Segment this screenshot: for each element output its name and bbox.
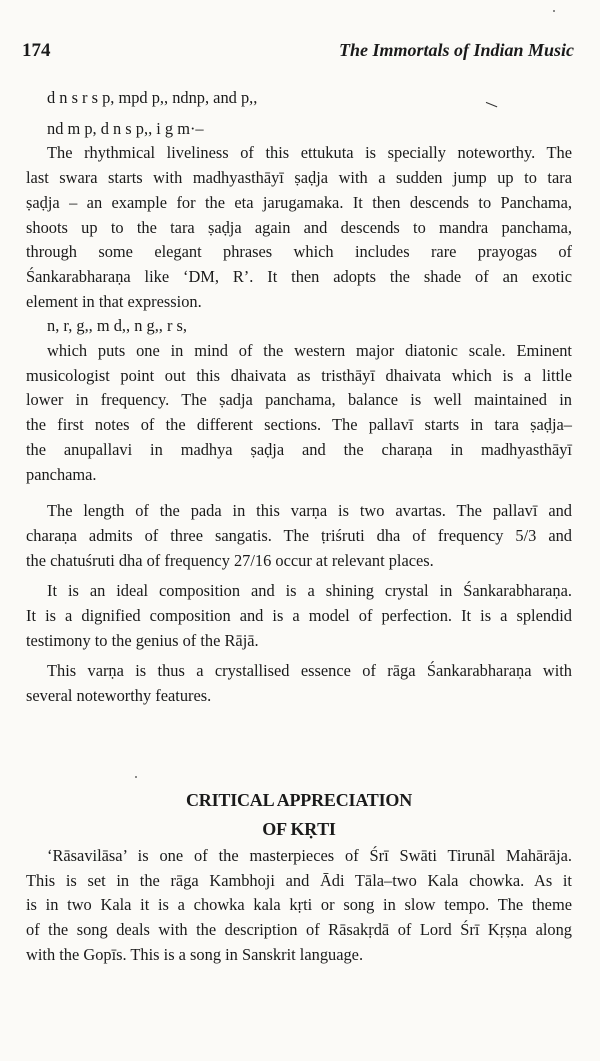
heading-line: CRITICAL APPRECIATION — [185, 790, 412, 810]
running-title: The Immortals of Indian Music — [338, 40, 574, 60]
paragraph-line: which puts one in mind of the western major diatonic scale. Eminent — [47, 341, 572, 361]
paragraph-line: ‘Rāsavilāsa’ is one of the masterpieces of Śrī Swāti Tirunāl Mahārāja. — [47, 846, 572, 865]
paragraph-line: musicologist point out this dhaivata as tristhāyī dhaivata which is a little — [26, 365, 572, 385]
paragraph-line: charaṇa admits of three sangatis. The ṭriśruti dha of frequency 5/3 and — [26, 525, 572, 545]
paragraph-line: This is set in the rāga Kambhoji and Ādi Tāla–two Kala chowka. As it — [26, 870, 572, 890]
paragraph-line: shoots up to the tara ṣaḍja again and descends to mandra panchama, — [26, 217, 572, 237]
section-text — [26, 844, 572, 968]
paragraph-line: of the song deals with the description of Rāsakṛdā of Lord Śrī Kṛṣṇa along — [26, 920, 572, 940]
notation-line: nd m p, d n s p,, i g m·– — [47, 118, 204, 138]
section-heading — [26, 786, 572, 844]
paragraph-line: This varṇa is thus a crystallised essence of rāga Śankarabharaṇa with — [47, 661, 572, 681]
body-text — [26, 86, 572, 709]
paragraph-line: several noteworthy features. — [26, 686, 212, 706]
heading-line: OF KṚTI — [262, 819, 336, 839]
paragraph-line: the first notes of the different sections. The pallavī starts in tara ṣaḍja– — [26, 415, 572, 435]
paragraph-line: the anupallavi in madhya ṣaḍja and the charaṇa in madhyasthāyī — [26, 439, 572, 459]
paragraph-line: is in two Kala it is a chowka kala kṛti or song in slow tempo. The theme — [26, 895, 572, 915]
stray-dot — [135, 776, 137, 778]
paragraph-line: last swara starts with madhyasthāyī ṣaḍja with a sudden jump up to tara — [26, 168, 572, 188]
paragraph-line: the chatuśruti dha of frequency 27/16 occur at relevant places. — [26, 550, 434, 570]
paragraph-line: It is a dignified composition and is a model of perfection. It is a splendid — [26, 606, 572, 626]
paragraph-line: The length of the pada in this varṇa is two avartas. The pallavī and — [47, 501, 572, 521]
stray-dot — [553, 10, 555, 12]
page-header — [22, 40, 574, 66]
paragraph-line: with the Gopīs. This is a song in Sanskrit language. — [26, 944, 364, 964]
page-number: 174 — [22, 40, 51, 61]
paragraph-line: lower in frequency. The ṣadja panchama, balance is well maintained in — [26, 390, 572, 410]
paragraph-line: ṣaḍja – an example for the eta jarugamaka. It then descends to Panchama, — [26, 192, 572, 212]
paragraph-line: testimony to the genius of the Rājā. — [26, 630, 259, 650]
notation-line: n, r, g,, m d,, n g,, r s, — [47, 316, 188, 336]
notation-line: d n s r s p, mpd p,, ndnp, and p,, — [47, 88, 258, 107]
paragraph-line: through some elegant phrases which includes rare prayogas of — [26, 242, 572, 262]
paragraph-line: panchama. — [26, 464, 97, 484]
paragraph-line: The rhythmical liveliness of this ettukuta is specially noteworthy. The — [47, 143, 572, 163]
paragraph-line: It is an ideal composition and is a shining crystal in Śankarabharaṇa. — [47, 581, 572, 601]
paragraph-line: element in that expression. — [26, 291, 202, 311]
paragraph-line: Śankarabharaṇa like ‘DM, R’. It then adopts the shade of an exotic — [26, 266, 572, 286]
